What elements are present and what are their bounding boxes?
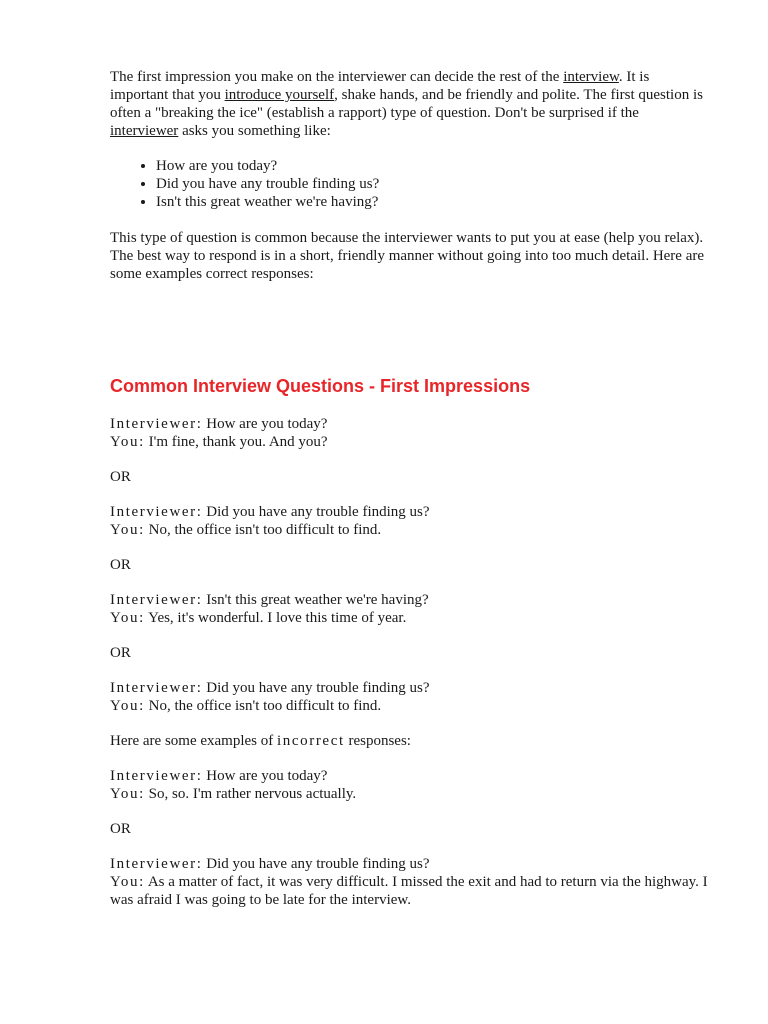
interviewer-link[interactable]: interviewer bbox=[110, 123, 179, 139]
intro-text-4: asks you something like: bbox=[178, 123, 331, 139]
answer-text: As a matter of fact, it was very difficult. I missed the exit and had to return via the highway. I was afraid I was going to be late for the interview. bbox=[110, 874, 708, 908]
question-text: How are you today? bbox=[206, 416, 328, 432]
dialog-exchange bbox=[110, 591, 710, 627]
you-label: You: bbox=[110, 786, 145, 802]
document-page bbox=[110, 68, 710, 926]
interviewer-line bbox=[110, 679, 710, 697]
answer-text: No, the office isn't too difficult to find. bbox=[148, 698, 382, 714]
you-line bbox=[110, 873, 710, 909]
question-text: Did you have any trouble finding us? bbox=[206, 856, 430, 872]
correct-responses bbox=[110, 415, 710, 909]
question-text: Did you have any trouble finding us? bbox=[206, 504, 430, 520]
list-item: • How are you today? bbox=[156, 157, 710, 175]
intro-text-2: . It is important that you bbox=[110, 69, 650, 103]
list-item: • Isn't this great weather we're having? bbox=[156, 193, 710, 211]
interviewer-line bbox=[110, 415, 710, 433]
you-line bbox=[110, 433, 710, 451]
you-label: You: bbox=[110, 874, 145, 890]
interviewer-label: Interviewer: bbox=[110, 416, 203, 432]
answer-text: So, so. I'm rather nervous actually. bbox=[148, 786, 357, 802]
incorrect-intro-text: Here are some examples of bbox=[110, 733, 278, 749]
you-line bbox=[110, 609, 710, 627]
interviewer-label: Interviewer: bbox=[110, 856, 203, 872]
dialog-exchange bbox=[110, 679, 710, 715]
question-text: Isn't this great weather we're having? bbox=[206, 592, 429, 608]
you-label: You: bbox=[110, 434, 145, 450]
intro-text-1: The first impression you make on the interviewer can decide the rest of the bbox=[110, 69, 564, 85]
you-label: You: bbox=[110, 698, 145, 714]
interviewer-line bbox=[110, 855, 710, 873]
interviewer-line bbox=[110, 503, 710, 521]
interviewer-line bbox=[110, 591, 710, 609]
you-line bbox=[110, 697, 710, 715]
explanation-paragraph: This type of question is common because the interviewer wants to put you at ease (help you relax). The best way to respond is in a short, friendly manner without going into too much detail. Here are some examples correct responses: bbox=[110, 230, 705, 282]
interview-link[interactable]: interview bbox=[563, 69, 619, 85]
question-text: Did you have any trouble finding us? bbox=[206, 680, 430, 696]
answer-text: I'm fine, thank you. And you? bbox=[148, 434, 328, 450]
answer-text: No, the office isn't too difficult to find. bbox=[148, 522, 382, 538]
introduce-yourself-link[interactable]: introduce yourself bbox=[224, 87, 335, 103]
interviewer-label: Interviewer: bbox=[110, 768, 203, 784]
example-questions-list bbox=[110, 157, 710, 211]
dialog-exchange bbox=[110, 767, 710, 803]
dialog-exchange bbox=[110, 503, 710, 539]
or-separator: OR bbox=[110, 557, 131, 573]
or-separator: OR bbox=[110, 821, 131, 837]
you-label: You: bbox=[110, 522, 145, 538]
section-heading: Common Interview Questions - First Impressions bbox=[110, 376, 531, 396]
incorrect-intro-text-end: responses: bbox=[344, 733, 411, 749]
interviewer-label: Interviewer: bbox=[110, 680, 203, 696]
intro-text-3: , shake hands, and be friendly and polite. The first question is often a "breaking the ice" (establish a rapport) type of question. Don't be surprised if the bbox=[110, 87, 703, 121]
you-line bbox=[110, 785, 710, 803]
dialog-exchange bbox=[110, 855, 710, 909]
or-separator: OR bbox=[110, 645, 131, 661]
list-item: • Did you have any trouble finding us? bbox=[156, 175, 710, 193]
interviewer-line bbox=[110, 767, 710, 785]
intro-paragraph bbox=[110, 68, 710, 140]
you-label: You: bbox=[110, 610, 145, 626]
interviewer-label: Interviewer: bbox=[110, 592, 203, 608]
interviewer-label: Interviewer: bbox=[110, 504, 203, 520]
incorrect-word: incorrect bbox=[277, 733, 345, 749]
or-separator: OR bbox=[110, 469, 131, 485]
incorrect-intro bbox=[110, 732, 710, 750]
you-line bbox=[110, 521, 710, 539]
question-text: How are you today? bbox=[206, 768, 328, 784]
dialog-exchange bbox=[110, 415, 710, 451]
answer-text: Yes, it's wonderful. I love this time of year. bbox=[148, 610, 407, 626]
